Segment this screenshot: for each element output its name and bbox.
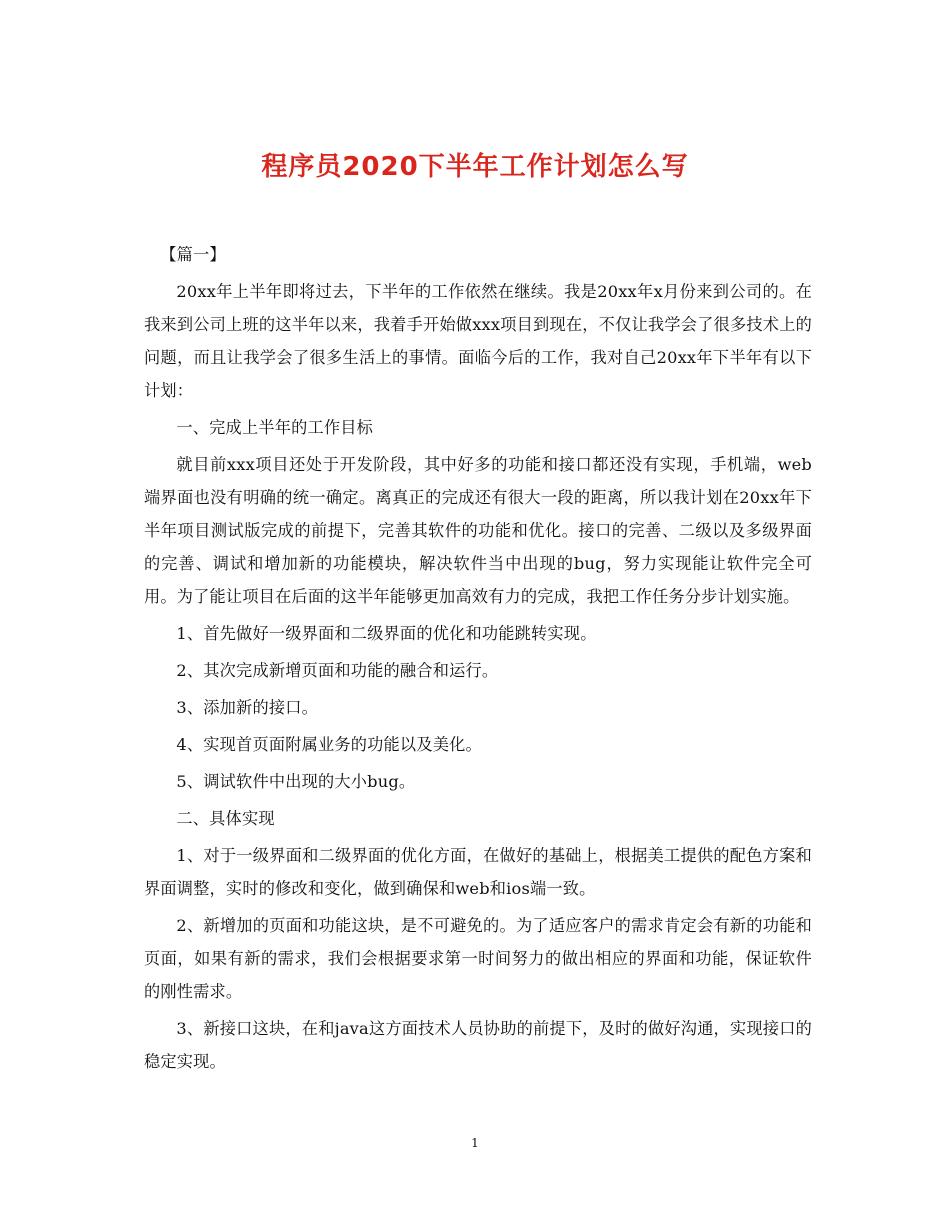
list-item-5: 5、调试软件中出现的大小bug。 — [176, 772, 416, 791]
list-item-1: 1、首先做好一级界面和二级界面的优化和功能跳转实现。 — [176, 624, 597, 643]
paragraph-current-status: 就目前xxx项目还处于开发阶段，其中好多的功能和接口都还没有实现，手机端，web端界面也没有明确的统一确定。离真正的完成还有很大一段的距离，所以我计划在20xx年下半年项目测试版完成的前提下，完善其软件的功能和优化。接口的完善、二级以及多级界面的完善、调试和增加新的功能模块，解决软件当中出现的bug，努力实现能让软件完全可用。为了能让项目在后面的这半年能够更加高效有力的完成，我把工作任务分步计划实施。 — [144, 455, 812, 606]
paragraph-implementation-1: 1、对于一级界面和二级界面的优化方面，在做好的基础上，根据美工提供的配色方案和界面调整，实时的修改和变化，做到确保和web和ios端一致。 — [144, 846, 812, 898]
paragraph-implementation-3: 3、新接口这块，在和java这方面技术人员协助的前提下，及时的做好沟通，实现接口的稳定实现。 — [144, 1019, 812, 1071]
list-item-4: 4、实现首页面附属业务的功能以及美化。 — [176, 735, 482, 754]
document-title: 程序员2020下半年工作计划怎么写 — [261, 152, 689, 183]
paragraph-implementation-2: 2、新增加的页面和功能这块，是不可避免的。为了适应客户的需求肯定会有新的功能和页面，如果有新的需求，我们会根据要求第一时间努力的做出相应的界面和功能，保证软件的刚性需求。 — [144, 916, 812, 1001]
list-item-2: 2、其次完成新增页面和功能的融合和运行。 — [176, 661, 499, 680]
heading-first-goal: 一、完成上半年的工作目标 — [176, 418, 374, 437]
list-item-3: 3、添加新的接口。 — [176, 698, 318, 717]
page-number: 1 — [471, 1136, 479, 1150]
section-label: 【篇一】 — [160, 245, 226, 264]
paragraph-intro: 20xx年上半年即将过去，下半年的工作依然在继续。我是20xx年x月份来到公司的。在我来到公司上班的这半年以来，我着手开始做xxx项目到现在，不仅让我学会了很多技术上的问题，而且让我学会了很多生活上的事情。面临今后的工作，我对自己20xx年下半年有以下计划： — [144, 282, 812, 400]
heading-implementation: 二、具体实现 — [176, 809, 275, 828]
document-body — [144, 238, 812, 1082]
